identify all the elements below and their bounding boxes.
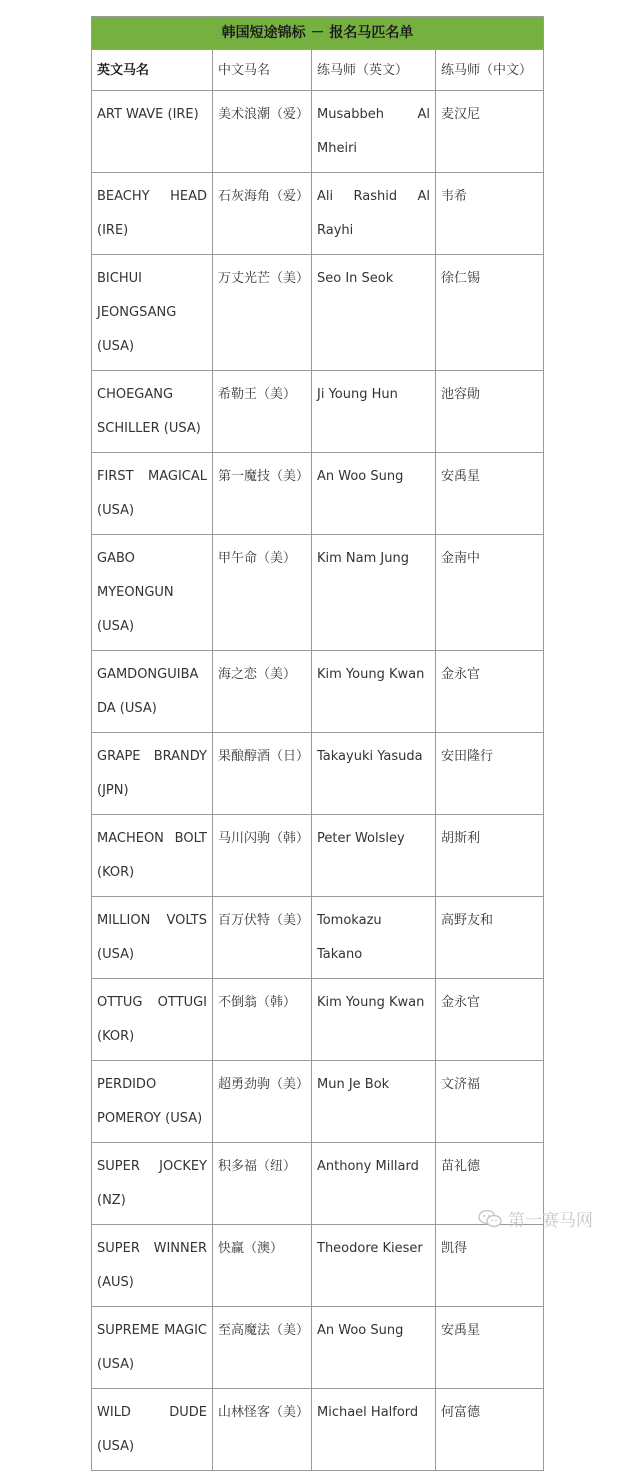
cell-chinese-name: 第一魔技（美） bbox=[213, 453, 312, 535]
cell-english-name: SUPREME MAGIC (USA) bbox=[92, 1307, 213, 1389]
cell-trainer-en: Takayuki Yasuda bbox=[312, 733, 436, 815]
cell-chinese-name: 山林怪客（美） bbox=[213, 1389, 312, 1471]
table-row bbox=[92, 371, 544, 453]
wechat-icon bbox=[478, 1210, 502, 1228]
cell-trainer-cn: 安禹星 bbox=[436, 453, 544, 535]
cell-trainer-en: Kim Young Kwan bbox=[312, 979, 436, 1061]
table-header-row bbox=[92, 50, 544, 91]
cell-english-name: MACHEON BOLT (KOR) bbox=[92, 815, 213, 897]
table-row bbox=[92, 255, 544, 371]
cell-trainer-en: An Woo Sung bbox=[312, 1307, 436, 1389]
watermark bbox=[478, 1206, 593, 1231]
cell-trainer-cn: 凯得 bbox=[436, 1225, 544, 1307]
table-row bbox=[92, 979, 544, 1061]
cell-chinese-name: 石灰海角（爱） bbox=[213, 173, 312, 255]
table-row bbox=[92, 733, 544, 815]
table-row bbox=[92, 453, 544, 535]
watermark-text: 第一赛马网 bbox=[508, 1211, 593, 1231]
table-row bbox=[92, 91, 544, 173]
cell-english-name: MILLION VOLTS (USA) bbox=[92, 897, 213, 979]
cell-trainer-en: Mun Je Bok bbox=[312, 1061, 436, 1143]
cell-trainer-cn: 苗礼德 bbox=[436, 1143, 544, 1225]
cell-trainer-en: Musabbeh Al Mheiri bbox=[312, 91, 436, 173]
cell-trainer-en: Ji Young Hun bbox=[312, 371, 436, 453]
table-row bbox=[92, 815, 544, 897]
cell-english-name: GABO MYEONGUN (USA) bbox=[92, 535, 213, 651]
cell-trainer-en: Anthony Millard bbox=[312, 1143, 436, 1225]
table-title-row bbox=[92, 17, 544, 50]
cell-trainer-cn: 胡斯利 bbox=[436, 815, 544, 897]
table-row bbox=[92, 1143, 544, 1225]
cell-english-name: GRAPE BRANDY (JPN) bbox=[92, 733, 213, 815]
entries-table bbox=[91, 16, 544, 1471]
cell-english-name: CHOEGANG SCHILLER (USA) bbox=[92, 371, 213, 453]
cell-chinese-name: 快赢（澳） bbox=[213, 1225, 312, 1307]
cell-chinese-name: 果酿醇酒（日） bbox=[213, 733, 312, 815]
cell-trainer-cn: 金永官 bbox=[436, 979, 544, 1061]
table-row bbox=[92, 173, 544, 255]
cell-english-name: ART WAVE (IRE) bbox=[92, 91, 213, 173]
cell-english-name: SUPER WINNER (AUS) bbox=[92, 1225, 213, 1307]
cell-chinese-name: 希勒王（美） bbox=[213, 371, 312, 453]
cell-chinese-name: 马川闪驹（韩） bbox=[213, 815, 312, 897]
cell-trainer-cn: 安田隆行 bbox=[436, 733, 544, 815]
table-body bbox=[92, 91, 544, 1471]
cell-chinese-name: 不倒翁（韩） bbox=[213, 979, 312, 1061]
cell-trainer-cn: 金永官 bbox=[436, 651, 544, 733]
table-row bbox=[92, 1307, 544, 1389]
table-row bbox=[92, 897, 544, 979]
cell-trainer-cn: 池容勛 bbox=[436, 371, 544, 453]
cell-chinese-name: 海之恋（美） bbox=[213, 651, 312, 733]
cell-chinese-name: 万丈光芒（美） bbox=[213, 255, 312, 371]
cell-trainer-cn: 韦希 bbox=[436, 173, 544, 255]
cell-trainer-en: Theodore Kieser bbox=[312, 1225, 436, 1307]
cell-trainer-en: Michael Halford bbox=[312, 1389, 436, 1471]
header-trainer-en: 练马师（英文） bbox=[312, 50, 436, 91]
table-title: 韩国短途锦标 － 报名马匹名单 bbox=[92, 17, 544, 50]
table-row bbox=[92, 1225, 544, 1307]
cell-chinese-name: 美术浪潮（爱） bbox=[213, 91, 312, 173]
cell-trainer-en: Tomokazu Takano bbox=[312, 897, 436, 979]
cell-english-name: SUPER JOCKEY (NZ) bbox=[92, 1143, 213, 1225]
cell-chinese-name: 甲午命（美） bbox=[213, 535, 312, 651]
cell-trainer-cn: 文济福 bbox=[436, 1061, 544, 1143]
cell-trainer-cn: 安禹星 bbox=[436, 1307, 544, 1389]
cell-english-name: GAMDONGUIBADA (USA) bbox=[92, 651, 213, 733]
header-trainer-cn: 练马师（中文） bbox=[436, 50, 544, 91]
cell-english-name: OTTUG OTTUGI (KOR) bbox=[92, 979, 213, 1061]
table-row bbox=[92, 535, 544, 651]
cell-trainer-en: An Woo Sung bbox=[312, 453, 436, 535]
cell-trainer-en: Kim Young Kwan bbox=[312, 651, 436, 733]
cell-trainer-en: Peter Wolsley bbox=[312, 815, 436, 897]
cell-trainer-cn: 麦汉尼 bbox=[436, 91, 544, 173]
cell-english-name: WILD DUDE (USA) bbox=[92, 1389, 213, 1471]
table-row bbox=[92, 1389, 544, 1471]
cell-chinese-name: 至高魔法（美） bbox=[213, 1307, 312, 1389]
cell-trainer-en: Ali Rashid Al Rayhi bbox=[312, 173, 436, 255]
cell-english-name: FIRST MAGICAL (USA) bbox=[92, 453, 213, 535]
cell-trainer-cn: 何富德 bbox=[436, 1389, 544, 1471]
cell-trainer-cn: 高野友和 bbox=[436, 897, 544, 979]
header-english-name: 英文马名 bbox=[92, 50, 213, 91]
header-chinese-name: 中文马名 bbox=[213, 50, 312, 91]
cell-chinese-name: 百万伏特（美） bbox=[213, 897, 312, 979]
cell-chinese-name: 积多福（纽） bbox=[213, 1143, 312, 1225]
cell-english-name: BICHUI JEONGSANG (USA) bbox=[92, 255, 213, 371]
table-row bbox=[92, 1061, 544, 1143]
table-row bbox=[92, 651, 544, 733]
cell-chinese-name: 超勇劲驹（美） bbox=[213, 1061, 312, 1143]
cell-trainer-en: Seo In Seok bbox=[312, 255, 436, 371]
cell-trainer-cn: 金南中 bbox=[436, 535, 544, 651]
cell-english-name: BEACHY HEAD (IRE) bbox=[92, 173, 213, 255]
cell-trainer-cn: 徐仁锡 bbox=[436, 255, 544, 371]
cell-english-name: PERDIDO POMEROY (USA) bbox=[92, 1061, 213, 1143]
cell-trainer-en: Kim Nam Jung bbox=[312, 535, 436, 651]
